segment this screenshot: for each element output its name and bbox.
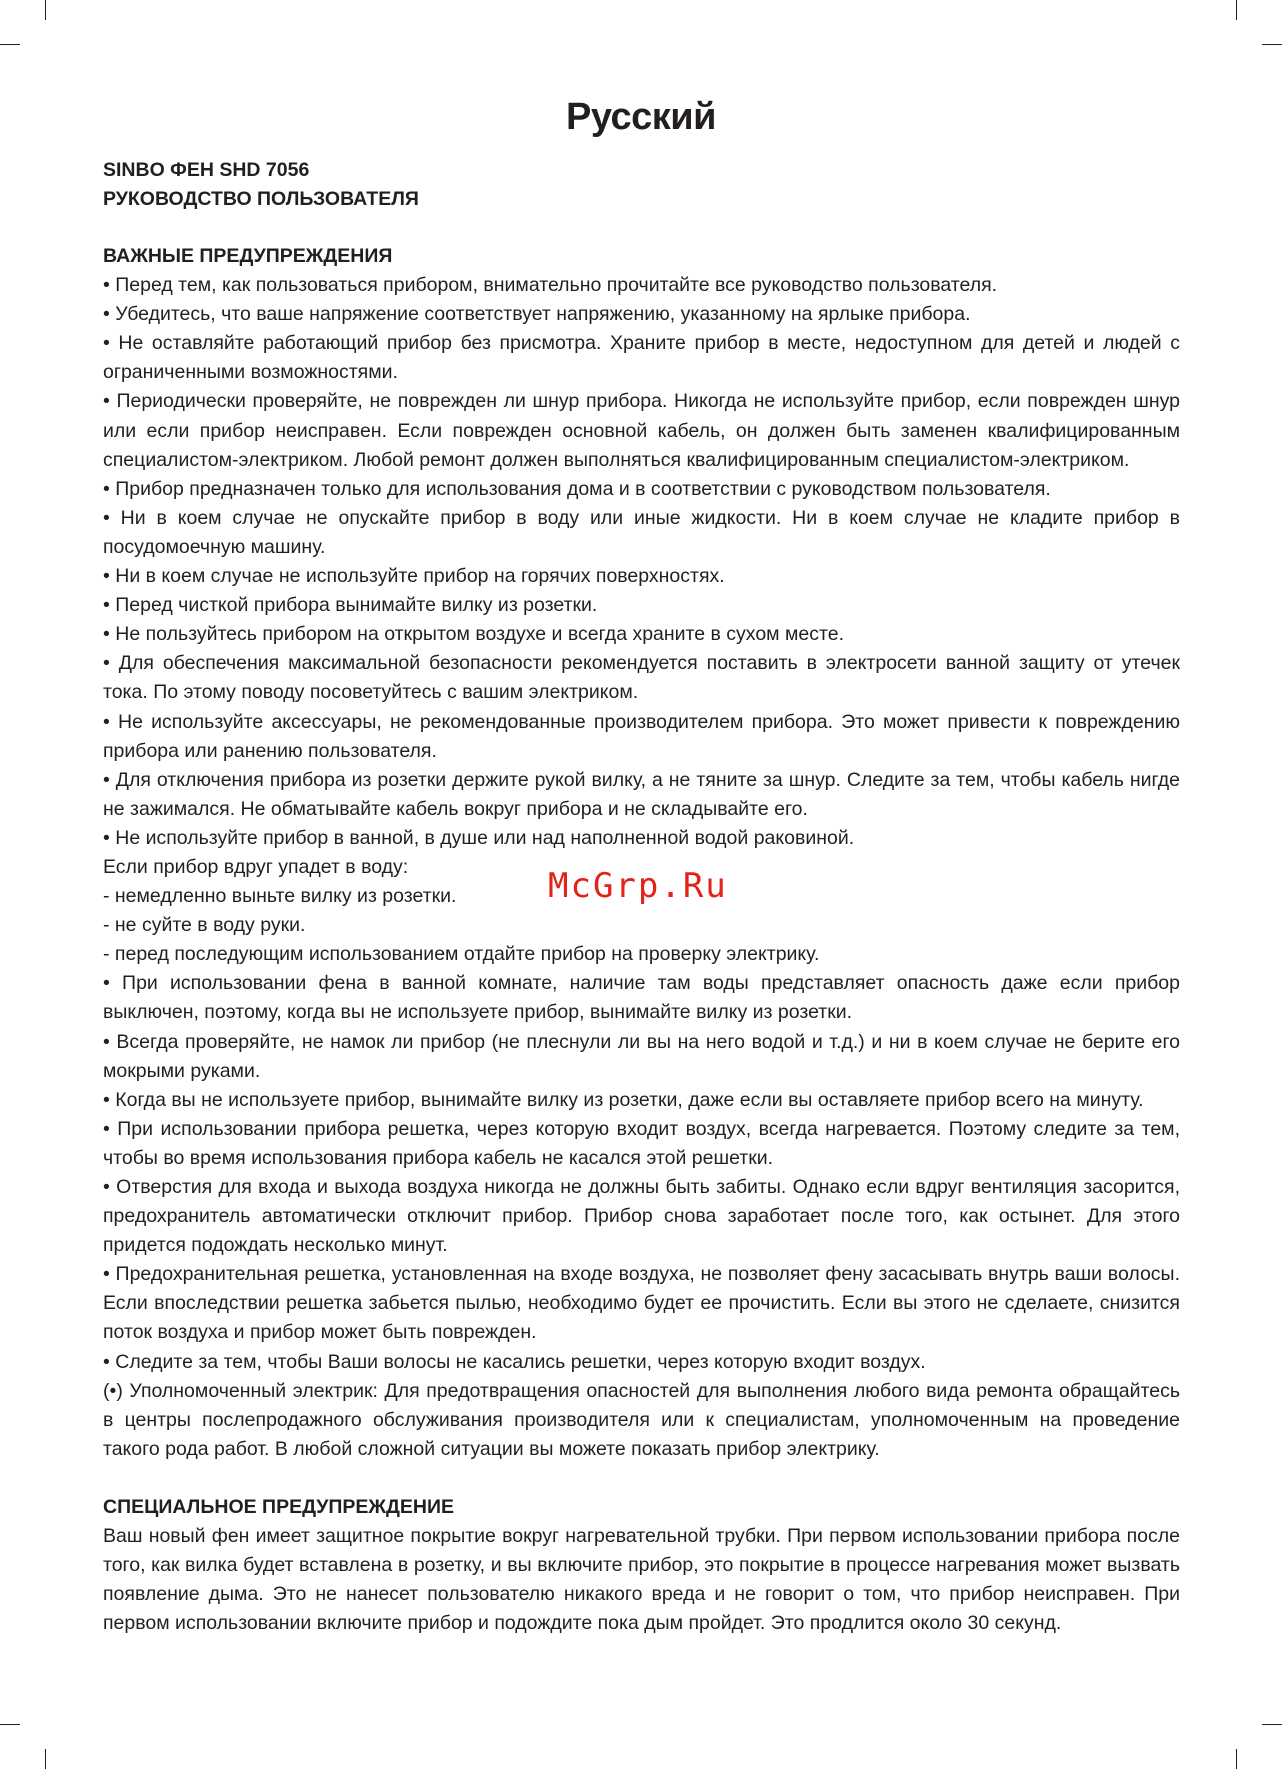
crop-mark	[1262, 1724, 1282, 1725]
section-important-warnings	[103, 242, 1180, 1464]
section-special-warning	[103, 1493, 1180, 1638]
warning-item: • Ни в коем случае не опускайте прибор в воду или иные жидкости. Ни в коем случае не кладите прибор в посудомоечную машину.	[103, 506, 1180, 558]
warning-item: • Не используйте аксессуары, не рекомендованные производителем прибора. Это может привести к повреждению прибора или ранению пользователя.	[103, 710, 1180, 762]
section-spacer	[103, 1464, 1180, 1493]
crop-mark	[0, 44, 20, 45]
warning-item: • При использовании фена в ванной комнате, наличие там воды представляет опасность даже если прибор выключен, поэтому, когда вы не используете прибор, вынимайте вилку из розетки.	[103, 972, 1180, 1024]
warning-item: • Предохранительная решетка, установленная на входе воздуха, не позволяет фену засасывать внутрь ваши волосы. Если впоследствии решетка забьется пылью, необходимо будет ее прочистить. Если вы этого не сделаете, снизится поток воздуха и прибор может быть поврежден.	[103, 1263, 1180, 1344]
warning-item: Если прибор вдруг упадет в воду:	[103, 855, 409, 878]
crop-mark	[1236, 1749, 1237, 1769]
warning-item: - перед последующим использованием отдайте прибор на проверку электрику.	[103, 943, 820, 966]
page-title: Русский	[565, 96, 717, 138]
warning-item: • Убедитесь, что ваше напряжение соответствует напряжению, указанному на ярлыке прибора.	[103, 303, 971, 326]
warning-item: - немедленно выньте вилку из розетки.	[103, 885, 457, 908]
warning-item: • Перед чисткой прибора вынимайте вилку из розетки.	[103, 594, 598, 617]
warning-item: • При использовании прибора решетка, через которую входит воздух, всегда нагревается. Поэтому следите за тем, чтобы во время использования прибора кабель не касался этой решетки.	[103, 1117, 1180, 1169]
crop-mark	[0, 1724, 20, 1725]
warning-item: • Перед тем, как пользоваться прибором, внимательно прочитайте все руководство пользователя.	[103, 274, 998, 297]
crop-mark	[45, 1749, 46, 1769]
crop-mark	[1236, 0, 1237, 20]
manual-line: РУКОВОДСТВО ПОЛЬЗОВАТЕЛЯ	[103, 188, 419, 210]
document-body	[103, 242, 1180, 1638]
warning-item: - не суйте в воду руки.	[103, 914, 306, 937]
watermark-text: McGrp.Ru	[548, 866, 728, 906]
warning-item: • Прибор предназначен только для использования дома и в соответствии с руководством пользователя.	[103, 477, 1051, 500]
warning-item: (•) Уполномоченный электрик: Для предотвращения опасностей для выполнения любого вида ремонта обращайтесь в центры послепродажного обслуживания производителя или к специалистам, уполномоченным на проведение такого рода работ. В любой сложной ситуации вы можете показать прибор электрику.	[103, 1379, 1180, 1460]
product-line: SINBO ФЕН SHD 7056	[103, 159, 310, 181]
section-heading: СПЕЦИАЛЬНОЕ ПРЕДУПРЕЖДЕНИЕ	[103, 1495, 454, 1518]
section-heading: ВАЖНЫЕ ПРЕДУПРЕЖДЕНИЯ	[103, 245, 393, 267]
warning-item: • Следите за тем, чтобы Ваши волосы не касались решетки, через которую входит воздух.	[103, 1350, 926, 1373]
warning-item: • Всегда проверяйте, не намок ли прибор (не плеснули ли вы на него водой и т.д.) и ни в коем случае не берите его мокрыми руками.	[103, 1030, 1180, 1082]
warning-item: • Когда вы не используете прибор, вынимайте вилку из розетки, даже если вы оставляете прибор всего на минуту.	[103, 1088, 1144, 1111]
document-header	[103, 156, 419, 214]
warning-item: • Не пользуйтесь прибором на открытом воздухе и всегда храните в сухом месте.	[103, 623, 844, 646]
crop-mark	[45, 0, 46, 20]
warning-item: • Периодически проверяйте, не поврежден ли шнур прибора. Никогда не используйте прибор, если поврежден шнур или если прибор неисправен. Если поврежден основной кабель, он должен быть заменен квалифицированным специалистом-электриком. Любой ремонт должен выполняться квалифицированным специалистом-электриком.	[103, 390, 1180, 471]
warning-item: • Для обеспечения максимальной безопасности рекомендуется поставить в электросети ванной защиту от утечек тока. По этому поводу посоветуйтесь с вашим электриком.	[103, 652, 1180, 704]
warning-item: • Не оставляйте работающий прибор без присмотра. Храните прибор в месте, недоступном для детей и людей с ограниченными возможностями.	[103, 332, 1180, 384]
warning-item: • Отверстия для входа и выхода воздуха никогда не должны быть забиты. Однако если вдруг вентиляция засорится, предохранитель автоматически отключит прибор. Прибор снова заработает после того, как остынет. Для этого придется подождать несколько минут.	[103, 1176, 1180, 1257]
special-warning-text: Ваш новый фен имеет защитное покрытие вокруг нагревательной трубки. При первом использовании прибора после того, как вилка будет вставлена в розетку, и вы включите прибор, это покрытие в процессе нагревания может вызвать появление дыма. Это не нанесет пользователю никакого вреда и не говорит о том, что прибор неисправен. При первом использовании включите прибор и подождите пока дым пройдет. Это продлится около 30 секунд.	[103, 1525, 1180, 1635]
warning-item: • Для отключения прибора из розетки держите рукой вилку, а не тяните за шнур. Следите за тем, чтобы кабель нигде не зажимался. Не обматывайте кабель вокруг прибора и не складывайте его.	[103, 768, 1180, 820]
crop-mark	[1262, 44, 1282, 45]
warning-item: • Не используйте прибор в ванной, в душе или над наполненной водой раковиной.	[103, 826, 855, 849]
warning-item: • Ни в коем случае не используйте прибор на горячих поверхностях.	[103, 565, 725, 588]
